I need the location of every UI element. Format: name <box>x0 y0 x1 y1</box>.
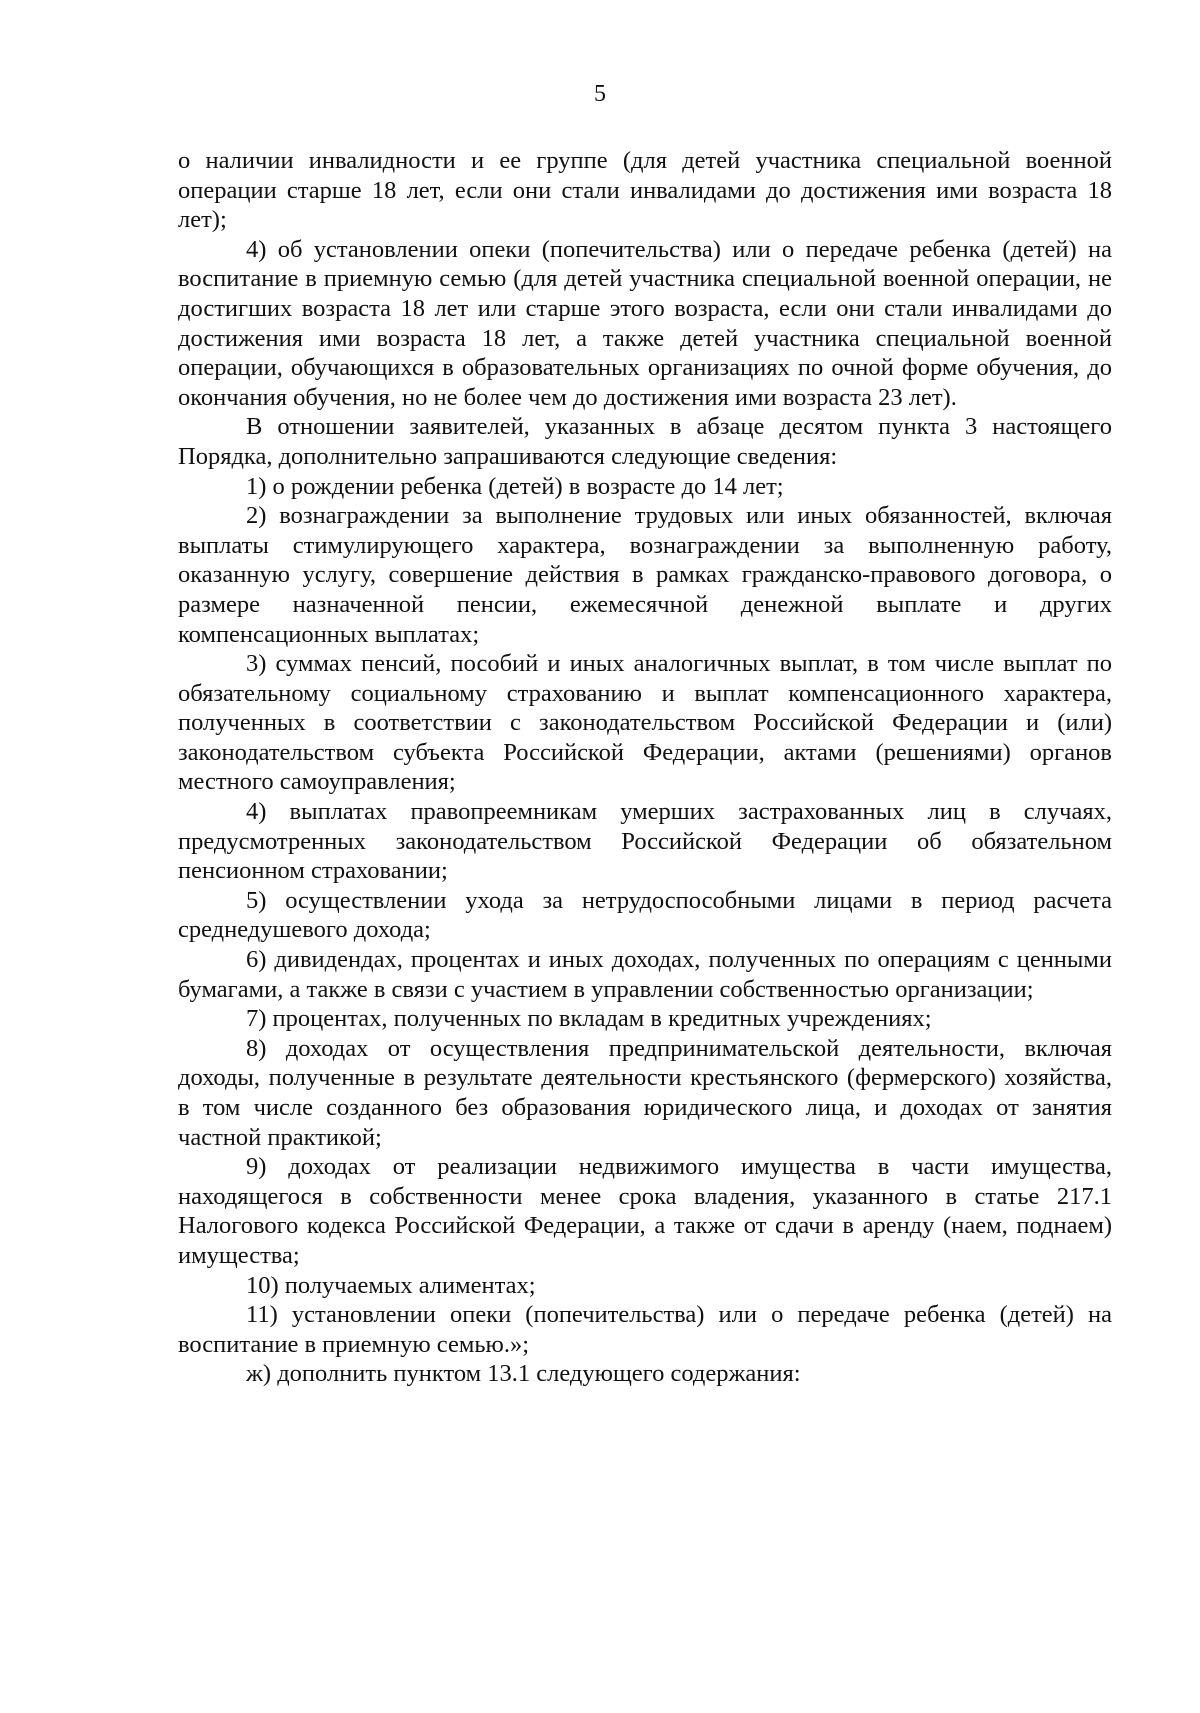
paragraph: 11) установлении опеки (попечительства) или о передаче ребенка (детей) на воспитание в приемную семью.»; <box>178 1301 1112 1358</box>
paragraph: ж) дополнить пунктом 13.1 следующего содержания: <box>246 1360 801 1388</box>
paragraph: 4) об установлении опеки (попечительства) или о передаче ребенка (детей) на воспитание в приемную семью (для детей участника специальной военной операции, не достигших возраста 18 лет или старше этого возраста, если они стали инвалидами до достижения ими возраста 18 лет, а также детей участника специальной военной операции, обучающихся в образовательных организациях по очной форме обучения, до окончания обучения, но не более чем до достижения ими возраста 23 лет). <box>178 235 1112 411</box>
document-body <box>178 146 1112 1389</box>
paragraph: о наличии инвалидности и ее группе (для детей участника специальной военной операции старше 18 лет, если они стали инвалидами до достижения ими возраста 18 лет); <box>178 147 1112 234</box>
paragraph: 5) осуществлении ухода за нетрудоспособными лицами в период расчета среднедушевого дохода; <box>178 886 1112 944</box>
paragraph: 3) суммах пенсий, пособий и иных аналогичных выплат, в том числе выплат по обязательному социальному страхованию и выплат компенсационного характера, полученных в соответствии с законодательством Российской Федерации и (или) законодательством субъекта Российской Федерации, актами (решениями) органов местного самоуправления; <box>178 650 1112 796</box>
paragraph: 9) доходах от реализации недвижимого имущества в части имущества, находящегося в собственности менее срока владения, указанного в статье 217.1 Налогового кодекса Российской Федерации, а также от сдачи в аренду (наем, поднаем) имущества; <box>178 1153 1112 1269</box>
paragraph: 4) выплатах правопреемникам умерших застрахованных лиц в случаях, предусмотренных законодательством Российской Федерации об обязательном пенсионном страховании; <box>178 798 1112 885</box>
paragraph: 7) процентах, полученных по вкладам в кредитных учреждениях; <box>246 1005 932 1033</box>
paragraph: 6) дивидендах, процентах и иных доходах, полученных по операциям с ценными бумагами, а также в связи с участием в управлении собственностью организации; <box>178 946 1112 1003</box>
paragraph: 10) получаемых алиментах; <box>246 1271 536 1299</box>
paragraph: 8) доходах от осуществления предпринимательской деятельности, включая доходы, полученные в результате деятельности крестьянского (фермерского) хозяйства, в том числе созданного без образования юридического лица, и доходах от занятия частной практикой; <box>178 1034 1112 1151</box>
page-number: 5 <box>594 81 606 107</box>
paragraph: В отношении заявителей, указанных в абзаце десятом пункта 3 настоящего Порядка, дополнительно запрашиваются следующие сведения: <box>178 413 1112 470</box>
paragraph: 2) вознаграждении за выполнение трудовых или иных обязанностей, включая выплаты стимулирующего характера, вознаграждении за выполненную работу, оказанную услугу, совершение действия в рамках гражданско-правового договора, о размере назначенной пенсии, ежемесячной денежной выплате и других компенсационных выплатах; <box>178 502 1112 648</box>
paragraph: 1) о рождении ребенка (детей) в возрасте до 14 лет; <box>246 472 784 500</box>
